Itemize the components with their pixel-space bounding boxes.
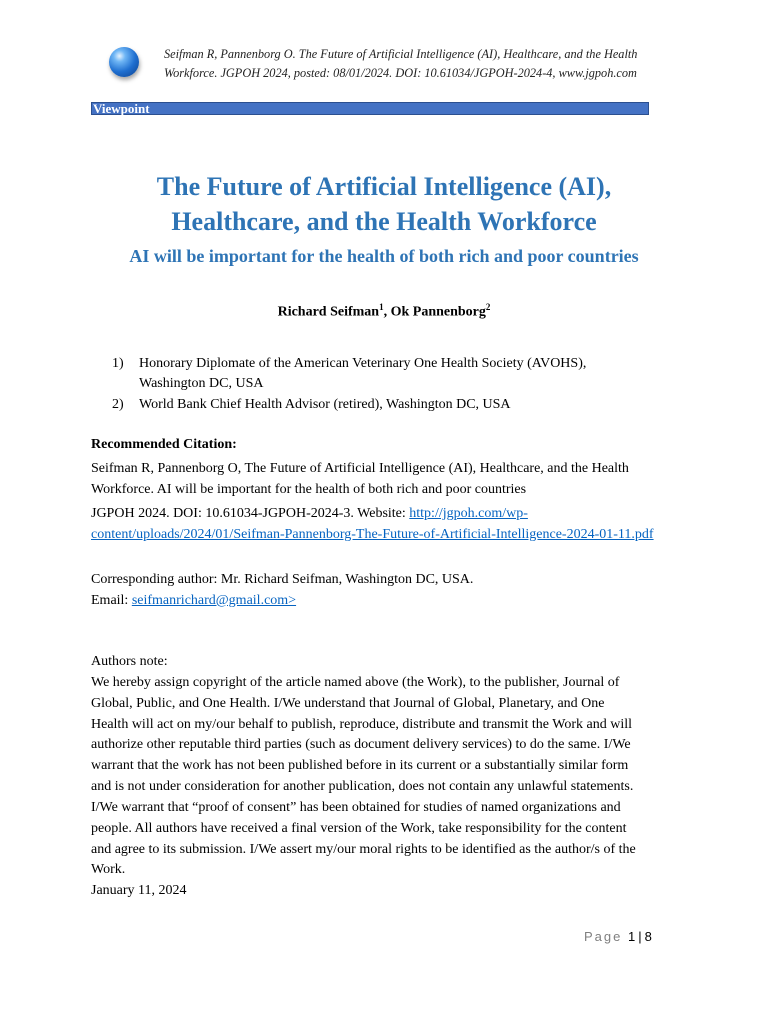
page-separator: |	[638, 929, 642, 944]
article-title	[91, 169, 677, 239]
citation-doi: JGPOH 2024. DOI: 10.61034-JGPOH-2024-3. Website:	[91, 506, 410, 521]
authors-note-line: and is not under consideration for another publication, does not contain any unlawful statements.	[91, 779, 634, 795]
journal-logo-icon	[109, 47, 139, 77]
header-line-1: Seifman R, Pannenborg O. The Future of Artificial Intelligence (AI), Healthcare, and the Health	[164, 47, 638, 61]
author-list	[91, 297, 677, 323]
total-pages: 8	[644, 929, 652, 944]
citation-line: Seifman R, Pannenborg O, The Future of Artificial Intelligence (AI), Healthcare, and the Health	[91, 461, 629, 476]
affiliation-line: Washington DC, USA	[139, 376, 264, 391]
citation-link[interactable]: http://jgpoh.com/wp-	[409, 506, 528, 521]
section-label: Viewpoint	[93, 101, 150, 116]
affiliation-marker: 2	[485, 302, 491, 312]
authors-note-line: people. All authors have received a final version of the Work, take responsibility for the content	[91, 820, 627, 836]
affiliation-marker: 1	[379, 302, 384, 312]
citation-link[interactable]: content/uploads/2024/01/Seifman-Pannenborg-The-Future-of-Artificial-Intelligence-2024-01-11.pdf	[91, 526, 654, 542]
correspondence	[91, 570, 691, 611]
affiliation-item	[112, 354, 682, 394]
authors-note-line: warrant that the work has not been published before in its current or a substantially similar form	[91, 758, 629, 774]
authors-note-line: I/We warrant that “proof of consent” has been obtained for studies of named organizations and	[91, 799, 621, 815]
author-name: Richard Seifman	[277, 304, 380, 320]
citation-line: Workforce. AI will be important for the health of both rich and poor countries	[91, 481, 527, 497]
header-reference	[164, 45, 664, 83]
affiliation-text: World Bank Chief Health Advisor (retired), Washington DC, USA	[139, 397, 511, 412]
authors-note-date: January 11, 2024	[91, 883, 187, 899]
header-line-2: Workforce. JGPOH 2024, posted: 08/01/2024. DOI: 10.61034/JGPOH-2024-4, www.jgpoh.com	[164, 66, 637, 80]
current-page: 1	[628, 929, 636, 944]
authors-note-line: Global, Public, and One Health. I/We understand that Journal of Global, Planetary, and One	[91, 695, 605, 711]
authors-note-line: and agree to its submission. I/We assert my/our moral rights to be identified as the author/s of the	[91, 841, 636, 857]
authors-note-line: Work.	[91, 862, 126, 878]
title-line-1: The Future of Artificial Intelligence (AI),	[156, 172, 612, 201]
page-label: Page	[584, 929, 623, 944]
section-bar	[91, 102, 649, 115]
authors-note-line: We hereby assign copyright of the article named above (the Work), to the publisher, Journal of	[91, 674, 620, 690]
email-label: Email:	[91, 592, 132, 608]
authors-note-heading: Authors note:	[91, 654, 168, 669]
title-line-2: Healthcare, and the Health Workforce	[171, 207, 597, 236]
corresponding-author: Corresponding author: Mr. Richard Seifman, Washington DC, USA.	[91, 572, 474, 587]
citation-heading: Recommended Citation:	[91, 437, 237, 452]
citation-web	[91, 504, 711, 545]
authors-note-line: authorize other reputable third parties (such as document delivery services) to do the same. I/We	[91, 737, 631, 753]
email-link[interactable]: seifmanrichard@gmail.com>	[131, 592, 297, 608]
affiliation-number: 1)	[112, 356, 124, 371]
affiliation-item	[112, 395, 682, 415]
author-name: Ok Pannenborg	[390, 304, 486, 320]
authors-note-line: Health will act on my/our behalf to publish, reproduce, distribute and transmit the Work and will	[91, 716, 632, 732]
affiliation-number: 2)	[112, 397, 124, 412]
page-number	[584, 929, 652, 944]
affiliation-text	[139, 354, 679, 394]
authors-note	[91, 652, 691, 902]
article-subtitle: AI will be important for the health of both rich and poor countries	[129, 246, 639, 266]
author-separator: ,	[383, 304, 391, 320]
citation-text	[91, 459, 691, 500]
affiliation-line: Honorary Diplomate of the American Veterinary One Health Society (AVOHS),	[139, 356, 587, 371]
